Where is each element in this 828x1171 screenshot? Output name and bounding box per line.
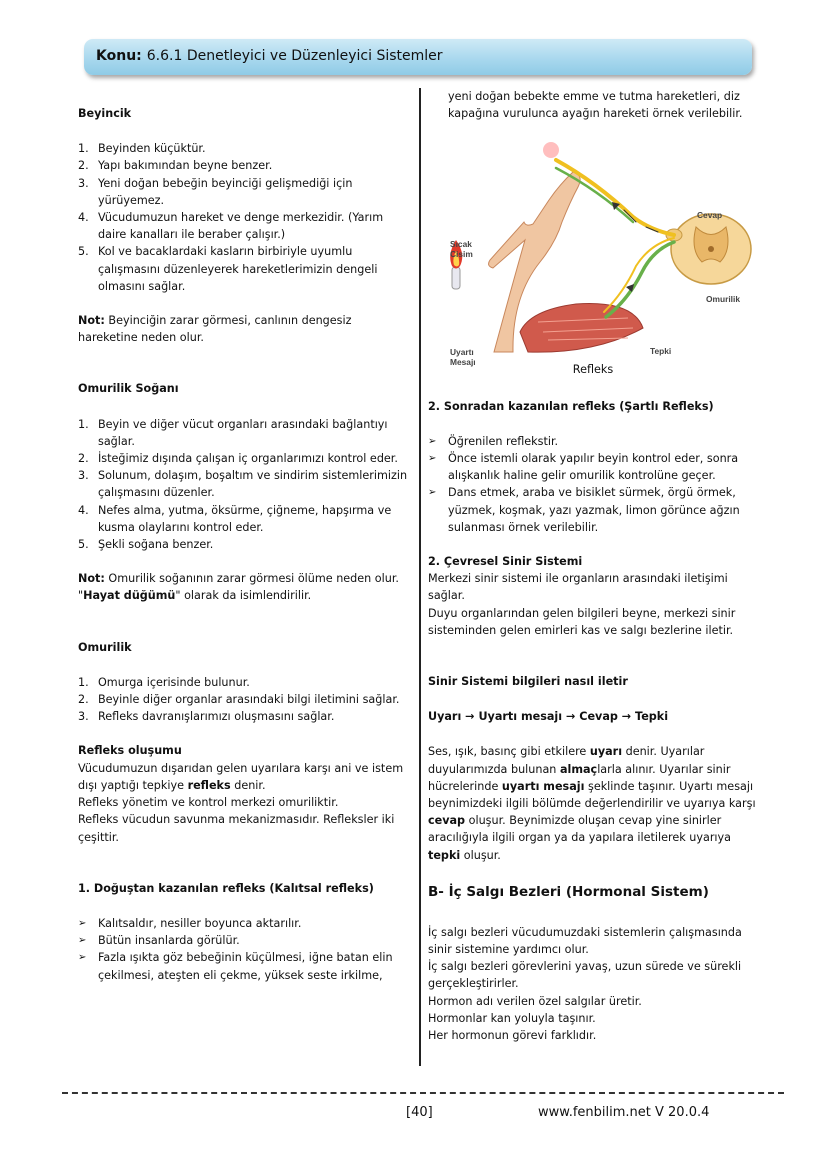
topic-label: Konu:	[96, 48, 142, 65]
label-uyarti: Uyartı	[450, 347, 474, 358]
list-item: İsteğimiz dışında çalışan iç organlarımızı kontrol eder.	[98, 452, 398, 466]
list-item: ➢ Önce istemli olarak yapılır beyin kontrol eder, sonra alışkanlık haline gelir omurilik kontrolüne geçer.	[428, 450, 760, 484]
text: larla alınır. Uyarılar sinir hücrelerinde	[428, 762, 731, 793]
omurilik-sogani-list	[78, 416, 410, 554]
text: oluşur.	[460, 848, 501, 862]
section-title-dogustan: 1. Doğuştan kazanılan refleks (Kalıtsal refleks)	[78, 881, 374, 895]
label-omurilik: Omurilik	[706, 294, 740, 305]
pain-glow	[543, 142, 559, 158]
note-bold: Hayat düğümü	[83, 589, 176, 603]
bold-term: cevap	[428, 814, 466, 828]
cevresel-text-1: Merkezi sinir sistemi ile organların arasındaki iletişimi sağlar.	[428, 572, 728, 603]
text: şeklinde taşınır. Uyartı mesajı beynimizdeki ilgili bölümde değerlendirilir ve uyarıya karşı	[428, 779, 756, 811]
list-item: Omurga içerisinde bulunur.	[98, 675, 250, 689]
ic-salgi-line: Hormon adı verilen özel salgılar üretir.	[428, 994, 642, 1008]
section-title-beyincik: Beyincik	[78, 107, 132, 120]
ic-salgi-line: İç salgı bezleri vücudumuzdaki sistemlerin çalışmasında sinir sistemine yardımcı olur.	[428, 925, 742, 957]
list-item: Kol ve bacaklardaki kasların birbiriyle uyumlu çalışmasını düzenleyerek hareketlerimizin dengeli olmasını sağlar.	[98, 245, 378, 293]
bold-term: almaç	[559, 762, 598, 776]
refleks-definition	[78, 760, 410, 794]
list-item: ➢ Bütün insanlarda görülür.	[78, 932, 410, 949]
list-item: Yeni doğan bebeğin beyinciği gelişmediği için yürüyemez.	[98, 176, 353, 207]
ic-salgi-line: Her hormonun görevi farklıdır.	[428, 1029, 597, 1043]
label-sicak: Sıcak	[450, 239, 472, 250]
iletim-paragraph	[428, 743, 760, 863]
figure-caption: Refleks	[572, 363, 614, 377]
section-title-omurilik: Omurilik	[78, 640, 132, 654]
list-item: Yapı bakımından beyne benzer.	[98, 159, 273, 173]
section-title-sonradan: 2. Sonradan kazanılan refleks (Şartlı Refleks)	[428, 399, 714, 413]
note-omurilik-sogani	[78, 570, 410, 604]
list-item: ➢ Fazla ışıkta göz bebeğinin küçülmesi, iğne batan elin çekilmesi, ateşten eli çekme, yüksek seste irkilme,	[78, 949, 410, 983]
label-cisim: Cisim	[450, 249, 473, 260]
footer-site: www.fenbilim.net V 20.0.4	[538, 1105, 710, 1120]
bold-term: tepki	[428, 848, 461, 862]
list-item: ➢ Dans etmek, araba ve bisiklet sürmek, örgü örmek, yüzmek, koşmak, yazı yazmak, limon görünce ağzın sulanması örnek verilebilir.	[428, 484, 760, 536]
text: Vücudumuzun dışarıdan gelen uyarılara karşı ani ve istem dışı yaptığı tepkiye	[78, 761, 404, 792]
section-title-iletim: Sinir Sistemi bilgileri nasıl iletir	[428, 675, 628, 689]
section-title-refleks-olusumu: Refleks oluşumu	[78, 744, 182, 758]
list-item: Solunum, dolaşım, boşaltım ve sindirim sistemlerimizin çalışmasını düzenler.	[98, 469, 408, 500]
sonradan-list	[428, 433, 760, 536]
section-title-omurilik-sogani: Omurilik Soğanı	[78, 382, 179, 396]
list-item: Beyinle diğer organlar arasındaki bilgi iletimini sağlar.	[98, 693, 400, 707]
spinal-cord-section	[666, 214, 751, 284]
ic-salgi-lines	[428, 924, 760, 1044]
list-item: ➢ Kalıtsaldır, nesiller boyunca aktarılır.	[78, 915, 410, 932]
bold-term: uyartı mesajı	[501, 779, 585, 793]
note-label: Not:	[78, 314, 105, 328]
note-text: Omurilik soğanının zarar görmesi ölüme neden olur. "	[78, 572, 399, 603]
label-mesaji: Mesajı	[450, 357, 476, 368]
arm-drawing	[489, 172, 643, 352]
list-item: ➢ Öğrenilen reflekstir.	[428, 433, 760, 450]
right-column	[428, 88, 760, 1044]
text: oluşur. Beynimizde oluşan cevap yine sinirler aracılığıyla ilgili organ ya da yapılara iletilerek uyarıya	[428, 814, 732, 845]
reflex-illustration	[428, 132, 760, 368]
continuation-text: yeni doğan bebekte emme ve tutma hareketleri, diz kapağına vurulunca ayağın hareketi örnek verilebilir.	[448, 90, 743, 121]
section-title-cevresel: 2. Çevresel Sinir Sistemi	[428, 555, 583, 569]
list-item: Nefes alma, yutma, öksürme, çiğneme, hapşırma ve kusma olaylarını kontrol eder.	[98, 503, 392, 534]
column-divider	[419, 88, 421, 1066]
dogustan-list	[78, 915, 410, 984]
bold-term: uyarı	[589, 745, 623, 759]
note-text: Beyinciğin zarar görmesi, canlının dengesiz hareketine neden olur.	[78, 314, 352, 345]
iletim-chain: Uyarı → Uyartı mesajı → Cevap → Tepki	[428, 710, 669, 724]
page-number: [40]	[406, 1105, 433, 1120]
cevresel-text-2: Duyu organlarından gelen bilgileri beyne, merkezi sinir sisteminden gelen emirleri kas ve salgı bezlerine iletir.	[428, 606, 736, 637]
ic-salgi-line: İç salgı bezleri görevlerini yavaş, uzun sürede ve sürekli gerçekleştirirler.	[428, 960, 742, 991]
refleks-line-2: Refleks yönetim ve kontrol merkezi omuriliktir.	[78, 796, 339, 810]
section-title-ic-salgi: B- İç Salgı Bezleri (Hormonal Sistem)	[428, 883, 709, 900]
ic-salgi-line: Hormonlar kan yoluyla taşınır.	[428, 1011, 596, 1025]
label-cevap: Cevap	[697, 210, 723, 221]
beyincik-list	[78, 140, 410, 295]
list-item: Refleks davranışlarımızı oluşmasını sağlar.	[98, 710, 335, 724]
left-column	[78, 105, 410, 984]
bold-term: refleks	[187, 778, 231, 792]
omurilik-list	[78, 674, 410, 726]
note-label: Not:	[78, 572, 105, 586]
footer-divider	[62, 1092, 784, 1094]
refleks-line-3: Refleks vücudun savunma mekanizmasıdır. Refleksler iki çeşittir.	[78, 813, 395, 844]
note-beyincik	[78, 312, 410, 346]
label-tepki: Tepki	[650, 346, 672, 357]
note-text: " olarak da isimlendirilir.	[175, 589, 312, 603]
list-item: Beyin ve diğer vücut organları arasındaki bağlantıyı sağlar.	[98, 417, 388, 448]
list-item: Beyinden küçüktür.	[98, 142, 206, 156]
text: Ses, ışık, basınç gibi etkilere	[428, 745, 590, 759]
list-item: Şekli soğana benzer.	[98, 538, 214, 552]
topic-header	[84, 39, 752, 75]
list-item: Vücudumuzun hareket ve denge merkezidir. (Yarım daire kanalları ile beraber çalışır.)	[98, 211, 384, 242]
text: denir.	[230, 778, 266, 792]
topic-title: 6.6.1 Denetleyici ve Düzenleyici Sistemler	[146, 48, 443, 65]
text: denir. Uyarılar duyularımızda bulunan	[428, 745, 705, 776]
